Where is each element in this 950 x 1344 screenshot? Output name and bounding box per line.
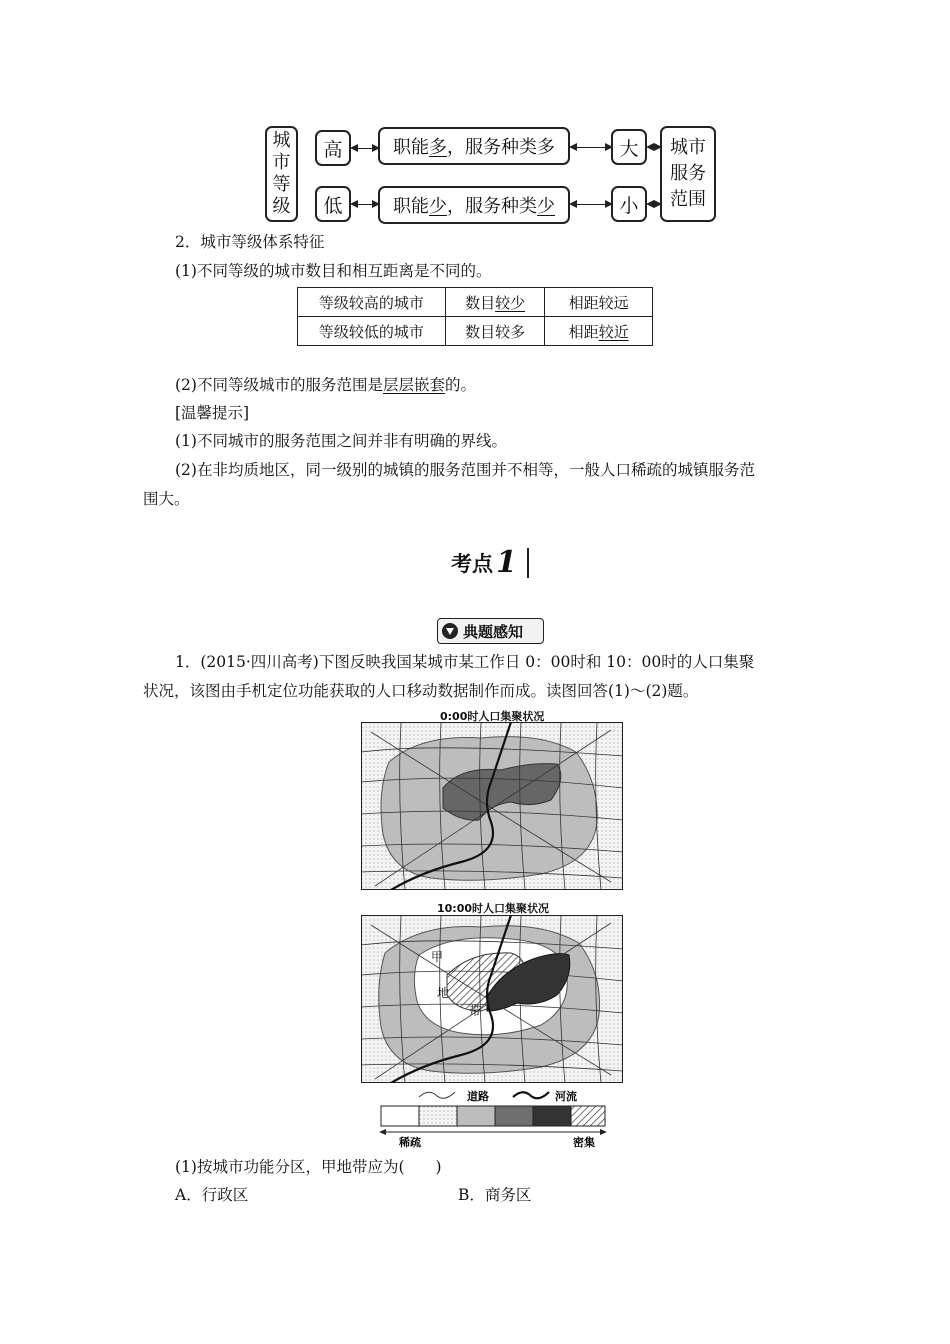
kaodian-heading xyxy=(451,542,529,578)
kaodian-number: 1 xyxy=(496,545,517,580)
option-b[interactable]: B．商务区 xyxy=(458,1186,532,1204)
map-label-di: 地 xyxy=(437,986,450,1000)
left-label-char: 市 xyxy=(272,152,291,173)
right-label-line: 范围 xyxy=(670,189,706,210)
density-swatch-5 xyxy=(533,1106,571,1126)
triangle-icon xyxy=(442,623,458,639)
arrow-row2-right xyxy=(571,204,611,205)
density-scale xyxy=(381,1106,605,1126)
tip-item: 围大。 xyxy=(143,490,190,508)
map-midnight xyxy=(361,722,623,890)
function-more-box xyxy=(378,127,570,165)
kaodian-divider xyxy=(527,548,529,578)
table-cell: 相距较近 xyxy=(545,317,653,346)
scope-small-text: 小 xyxy=(619,194,639,217)
table-cell: 等级较低的城市 xyxy=(298,317,446,346)
level-low-text: 低 xyxy=(323,194,343,217)
density-swatch-3 xyxy=(457,1106,495,1126)
map2-title: 10:00时人口集聚状况 xyxy=(437,902,550,915)
left-label-char: 城 xyxy=(272,130,291,151)
density-swatch-1 xyxy=(381,1106,419,1126)
map-morning xyxy=(361,915,623,1083)
arrow-scope-row1 xyxy=(648,147,660,148)
arrow-scope-row2 xyxy=(648,204,660,205)
city-level-table xyxy=(297,287,653,346)
function-less-box xyxy=(378,186,570,224)
paragraph: (1)不同等级的城市数目和相互距离是不同的。 xyxy=(175,262,492,280)
river-legend-label: 河流 xyxy=(555,1090,577,1103)
paragraph: (2)不同等级城市的服务范围是层层嵌套的。 xyxy=(175,376,476,394)
river-legend-line xyxy=(513,1092,549,1098)
sub-question: (1)按城市功能分区，甲地带应为( ) xyxy=(175,1158,442,1176)
density-swatch-2 xyxy=(419,1106,457,1126)
map-legend xyxy=(375,1086,615,1150)
function-text: 职能多，服务种类多 xyxy=(393,137,555,158)
scope-large-text: 大 xyxy=(619,137,639,160)
arrow-row1-left xyxy=(352,148,378,149)
tip-title: [温馨提示] xyxy=(175,404,250,422)
map-label-jia: 甲 xyxy=(431,950,444,964)
density-swatch-6 xyxy=(571,1106,605,1126)
density-swatch-4 xyxy=(495,1106,533,1126)
road-legend-label: 道路 xyxy=(467,1090,489,1103)
left-label-char: 级 xyxy=(272,196,291,217)
right-label-line: 城市 xyxy=(670,137,706,158)
tip-item: (2)在非均质地区，同一级别的城镇的服务范围并不相等，一般人口稀疏的城镇服务范 xyxy=(175,461,755,479)
option-a[interactable]: A．行政区 xyxy=(175,1186,249,1204)
legend-dense-label: 密集 xyxy=(573,1136,595,1149)
level-high-text: 高 xyxy=(323,138,343,161)
table-cell: 相距较远 xyxy=(545,288,653,317)
table-row xyxy=(298,317,653,346)
map1-title: 0:00时人口集聚状况 xyxy=(440,710,545,723)
city-level-label xyxy=(265,126,298,222)
level-low-box xyxy=(315,186,351,222)
service-scope-label xyxy=(660,126,716,222)
question-text: 1．(2015·四川高考)下图反映我国某城市某工作日 0：00时和 10：00时的人口集聚 xyxy=(175,653,755,671)
level-high-box xyxy=(315,130,351,166)
kaodian-label: 考点 xyxy=(451,552,493,576)
left-label-char: 等 xyxy=(272,174,291,195)
scope-small-box xyxy=(611,186,647,222)
scope-large-box xyxy=(611,129,647,165)
function-text: 职能少，服务种类少 xyxy=(393,196,555,217)
table-cell: 数目较多 xyxy=(445,317,545,346)
tag-text: 典题感知 xyxy=(463,622,524,641)
legend-sparse-label: 稀疏 xyxy=(399,1136,421,1149)
question-text: 状况，该图由手机定位功能获取的人口移动数据制作而成。读图回答(1)～(2)题。 xyxy=(143,682,699,700)
tip-item: (1)不同城市的服务范围之间并非有明确的界线。 xyxy=(175,432,507,450)
map-label-dai: 带 xyxy=(469,1004,482,1018)
road-legend-line xyxy=(419,1092,455,1098)
section-heading: 2．城市等级体系特征 xyxy=(175,233,325,251)
typical-question-tag xyxy=(437,618,544,644)
table-row xyxy=(298,288,653,317)
table-cell: 等级较高的城市 xyxy=(298,288,446,317)
right-label-line: 服务 xyxy=(670,163,706,184)
arrow-row1-right xyxy=(571,147,611,148)
table-cell: 数目较少 xyxy=(445,288,545,317)
arrow-row2-left xyxy=(352,204,378,205)
